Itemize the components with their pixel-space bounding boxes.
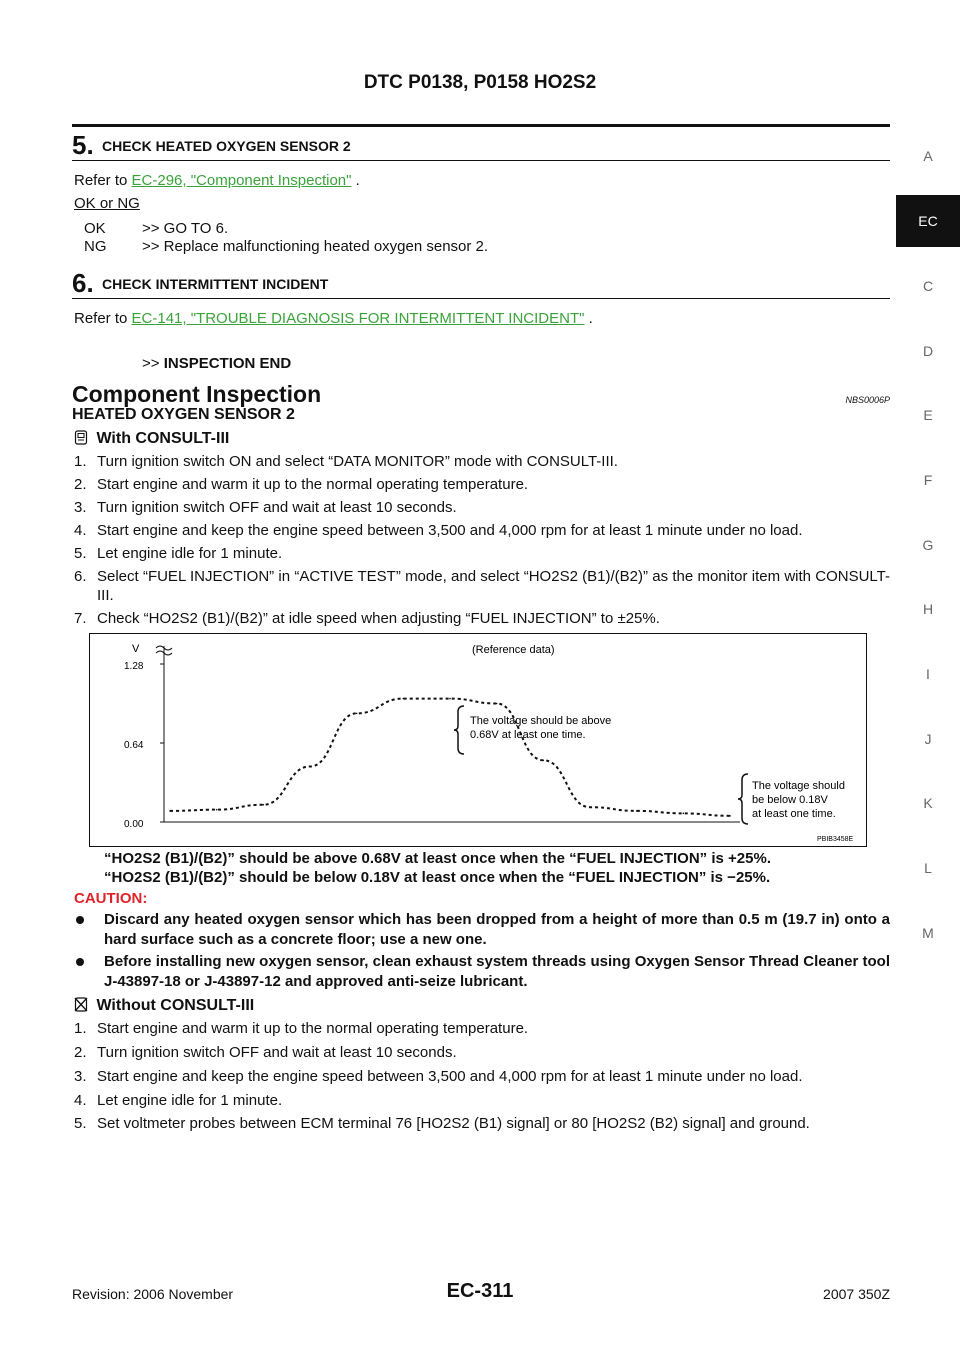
ok-label: OK [84, 220, 106, 237]
bullet-icon [76, 916, 84, 924]
refer-suffix: . [588, 310, 593, 327]
sidebar-tab-a[interactable]: A [923, 148, 933, 164]
chart-point [543, 759, 545, 761]
sidebar-tab-l[interactable]: L [924, 860, 932, 876]
end-text: INSPECTION END [163, 355, 292, 372]
list-item: 4. Let engine idle for 1 minute. [74, 1092, 283, 1109]
sidebar-tab-e[interactable]: E [923, 407, 933, 423]
sidebar-tab-f[interactable]: F [923, 472, 933, 488]
inspection-end [142, 355, 291, 372]
end-arrow: >> [142, 355, 160, 372]
sidebar-tab-d[interactable]: D [922, 343, 934, 359]
refer-suffix: . [355, 172, 360, 189]
list-item: 3. Turn ignition switch OFF and wait at least 10 seconds. [74, 499, 457, 516]
chart-canvas [90, 634, 866, 846]
step-title: CHECK INTERMITTENT INCIDENT [102, 276, 329, 292]
footer-revision: Revision: 2006 November [72, 1286, 234, 1302]
list-item: 5. Set voltmeter probes between ECM terminal 76 [HO2S2 (B1) signal] or 80 [HO2S2 (B2) signal] and ground. [74, 1115, 810, 1132]
result-line: “HO2S2 (B1)/(B2)” should be above 0.68V at least once when the “FUEL INJECTION” is +25%. [104, 850, 771, 867]
chart-annotation-above-line2: 0.68V at least one time. [470, 729, 586, 741]
list-item: 7. Check “HO2S2 (B1)/(B2)” at idle speed when adjusting “FUEL INJECTION” to ±25%. [74, 610, 660, 627]
sidebar-tab-g[interactable]: G [922, 537, 934, 553]
chart-point [496, 703, 498, 705]
chart-figure-code: PBIB3458E [817, 836, 854, 843]
chart-point [263, 804, 265, 806]
caution-item: Before installing new oxygen sensor, clean exhaust system threads using Oxygen Sensor Thread Cleaner tool J-43897-18 or J-43897-12 and approved anti-seize lubricant. [74, 952, 890, 992]
list-item: 4. Start engine and keep the engine speed between 3,500 and 4,000 rpm for at least 1 minute under no load. [74, 522, 803, 539]
chart-annotation-below-line2: be below 0.18V [752, 794, 828, 806]
list-item: 1. Turn ignition switch ON and select “DATA MONITOR” mode with CONSULT-III. [74, 453, 618, 470]
chart-y-unit: V [132, 643, 140, 655]
ng-action: >> Replace malfunctioning heated oxygen sensor 2. [142, 238, 489, 255]
without-consult-heading [74, 997, 254, 1017]
divider [72, 160, 890, 161]
section-code: NBS0006P [845, 395, 890, 405]
refer-link[interactable]: EC-296, "Component Inspection" [131, 172, 352, 189]
divider [72, 124, 890, 127]
chart-point [169, 810, 171, 812]
result-line: “HO2S2 (B1)/(B2)” should be below 0.18V at least once when the “FUEL INJECTION” is −25%. [104, 869, 771, 886]
list-item: 5. Let engine idle for 1 minute. [74, 545, 283, 562]
consult-icon [74, 430, 88, 450]
list-item: 1. Start engine and warm it up to the normal operating temperature. [74, 1020, 529, 1037]
chart-tick-label: 0.64 [124, 740, 144, 751]
step-number: 6. [72, 268, 94, 298]
refer-line [74, 172, 360, 189]
chart-annotation-above-line1: The voltage should be above [470, 715, 612, 727]
footer-model: 2007 350Z [823, 1286, 890, 1302]
caution-item: Discard any heated oxygen sensor which has been dropped from a height of more than 0.5 m (19.7 in) onto a hard surface such as a concrete floor; use a new one. [74, 910, 890, 950]
refer-prefix: Refer to [74, 310, 128, 327]
without-consult-label: Without CONSULT-III [96, 997, 255, 1014]
bullet-icon [76, 958, 84, 966]
chart-point [589, 806, 591, 808]
chart-annotation-below [752, 780, 848, 820]
with-consult-heading [74, 430, 229, 450]
chart-point [356, 713, 358, 715]
list-item: 2. Turn ignition switch OFF and wait at least 10 seconds. [74, 1044, 457, 1061]
step-title: CHECK HEATED OXYGEN SENSOR 2 [102, 138, 351, 154]
chart-annotation-above [470, 715, 614, 741]
section-subtitle: HEATED OXYGEN SENSOR 2 [72, 406, 295, 423]
ok-action: >> GO TO 6. [142, 220, 229, 237]
chart-point [729, 815, 731, 817]
chart-bracket-icon [454, 706, 464, 754]
refer-line [74, 310, 593, 327]
list-item: 3. Start engine and keep the engine speed between 3,500 and 4,000 rpm for at least 1 minute under no load. [74, 1068, 803, 1085]
sidebar-tab-j[interactable]: J [924, 731, 932, 747]
chart-point [449, 698, 451, 700]
chart-point [636, 810, 638, 812]
chart-point [683, 813, 685, 815]
caution-title: CAUTION: [74, 890, 148, 907]
divider [72, 298, 890, 299]
list-item: 2. Start engine and warm it up to the normal operating temperature. [74, 476, 529, 493]
ng-label: NG [84, 238, 107, 255]
sidebar-tab-m[interactable]: M [922, 925, 934, 941]
footer-page-number: EC-311 [446, 1280, 514, 1302]
refer-link[interactable]: EC-141, "TROUBLE DIAGNOSIS FOR INTERMITTENT INCIDENT" [131, 310, 585, 327]
sidebar-tab-k[interactable]: K [923, 795, 933, 811]
chart-annotation-below-line3: at least one time. [752, 808, 836, 820]
chart-tick-label: 0.00 [124, 819, 144, 830]
chart-point [216, 809, 218, 811]
refer-prefix: Refer to [74, 172, 128, 189]
page-title: DTC P0138, P0158 HO2S2 [363, 72, 597, 93]
sidebar-tab-h[interactable]: H [922, 601, 934, 617]
sidebar-tab-ec[interactable]: EC [896, 195, 960, 247]
with-consult-label: With CONSULT-III [96, 430, 230, 447]
chart-bracket-icon [738, 774, 748, 824]
section-title: Component Inspection [72, 381, 322, 407]
chart-annotation-below-line1: The voltage should [752, 780, 845, 792]
step-number: 5. [72, 130, 94, 160]
sidebar-tab-i[interactable]: I [926, 666, 930, 682]
chart-point [403, 698, 405, 700]
ok-ng-heading: OK or NG [74, 195, 140, 212]
no-consult-icon [74, 997, 88, 1017]
chart-series-line [170, 699, 730, 816]
reference-chart [89, 633, 867, 847]
chart-title: (Reference data) [472, 644, 555, 656]
sidebar-tab-c[interactable]: C [922, 278, 934, 294]
chart-tick-label: 1.28 [124, 661, 144, 672]
chart-point [309, 766, 311, 768]
list-item: 6. Select “FUEL INJECTION” in “ACTIVE TEST” mode, and select “HO2S2 (B1)/(B2)” as the monitor item with CONSULT-III. [74, 568, 890, 604]
